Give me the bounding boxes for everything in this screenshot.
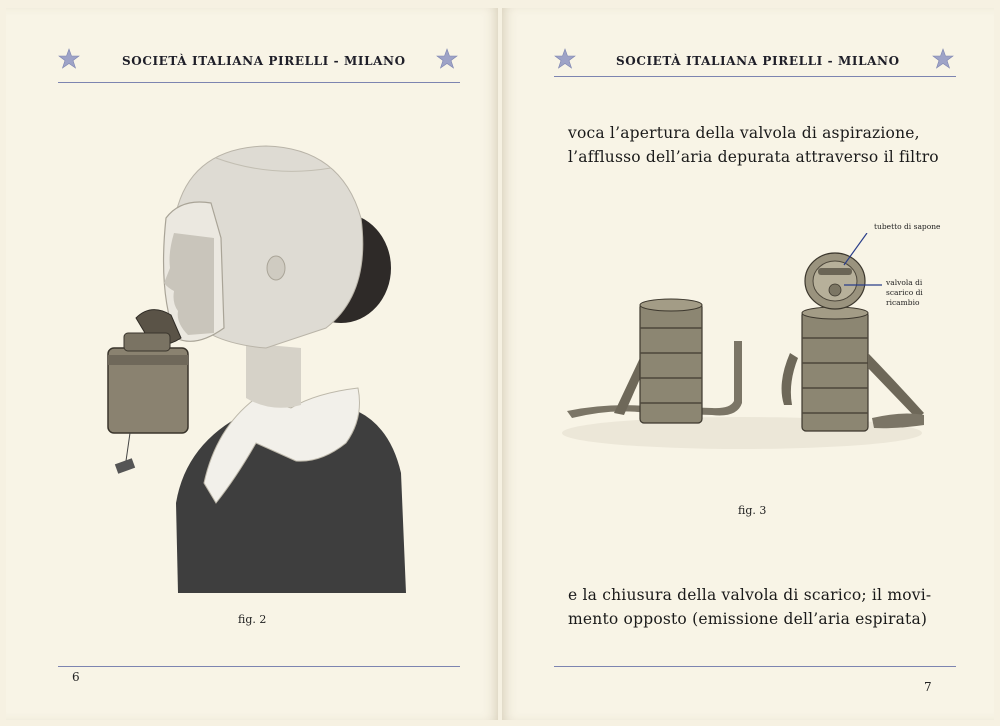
footer-rule bbox=[554, 666, 956, 667]
body-text-line: voca l’apertura della valvola di aspirazione, bbox=[568, 124, 920, 142]
page-header: SOCIETÀ ITALIANA PIRELLI - MILANO bbox=[122, 54, 406, 68]
valve-label-line: valvola di bbox=[886, 278, 923, 287]
right-page bbox=[502, 8, 994, 720]
star-icon bbox=[932, 48, 954, 70]
soap-tube-label: tubetto di sapone bbox=[874, 222, 941, 231]
star-icon bbox=[436, 48, 458, 70]
page-number: 6 bbox=[72, 670, 80, 684]
page-header: SOCIETÀ ITALIANA PIRELLI - MILANO bbox=[616, 54, 900, 68]
header-rule bbox=[554, 76, 956, 77]
gas-mask-photo bbox=[96, 143, 416, 598]
star-icon bbox=[554, 48, 576, 70]
canister-photo bbox=[552, 233, 932, 453]
valve-label-line: ricambio bbox=[886, 298, 920, 307]
body-text-line: l’afflusso dell’aria depurata attraverso il filtro bbox=[568, 148, 939, 166]
valve-label-line: scarico di bbox=[886, 288, 923, 297]
page-number: 7 bbox=[924, 680, 932, 694]
body-text-line: e la chiusura della valvola di scarico; il movi- bbox=[568, 586, 932, 604]
figure-caption: fig. 2 bbox=[238, 613, 267, 626]
star-icon bbox=[58, 48, 80, 70]
header-rule bbox=[58, 82, 460, 83]
body-text-line: mento opposto (emissione dell’aria espirata) bbox=[568, 610, 928, 628]
figure-caption: fig. 3 bbox=[738, 504, 767, 517]
left-page bbox=[6, 8, 498, 720]
footer-rule bbox=[58, 666, 460, 667]
